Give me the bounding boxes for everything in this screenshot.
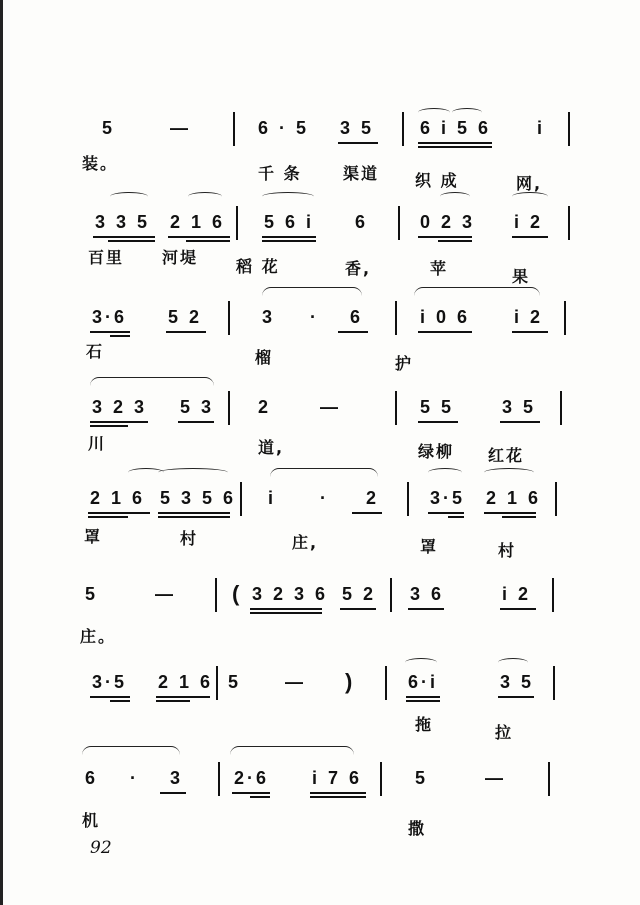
note-group: 3 3 5: [95, 212, 151, 232]
note-underline: [250, 608, 322, 610]
note-underline: [90, 425, 128, 427]
slur: [230, 746, 354, 755]
note-underline: [88, 516, 128, 518]
lyric-text: 道,: [258, 438, 285, 457]
note-group: i 2: [502, 584, 532, 604]
note-group: 6: [350, 307, 364, 327]
note-underline: [158, 512, 230, 514]
note-group: 6 · 5: [258, 118, 310, 138]
note-underline: [250, 612, 322, 614]
slur: [262, 287, 362, 296]
note-group: 5 5: [420, 397, 455, 417]
note-underline: [500, 421, 540, 423]
barline: [564, 301, 566, 335]
barline: [560, 391, 562, 425]
note-underline: [418, 142, 492, 144]
note-group: ·: [130, 768, 139, 788]
lyric-text: 村: [180, 529, 199, 548]
note-group: 3 2 3 6: [252, 584, 329, 604]
slur: [158, 468, 228, 477]
note-underline: [178, 421, 214, 423]
note-group: i 0 6: [420, 307, 471, 327]
note-underline: [484, 512, 536, 514]
barline: [240, 482, 242, 516]
note-underline: [406, 700, 440, 702]
note-underline: [406, 696, 440, 698]
note-group: i 7 6: [312, 768, 363, 788]
note-underline: [338, 142, 378, 144]
barline: [215, 578, 217, 612]
note-group: 3·5: [92, 672, 128, 692]
note-underline: [90, 696, 130, 698]
note-underline: [418, 236, 472, 238]
lyric-text: 庄,: [292, 533, 319, 552]
barline: [228, 391, 230, 425]
barline: [555, 482, 557, 516]
note-underline: [160, 792, 186, 794]
barline: [548, 762, 550, 796]
note-group: 2 1 6: [170, 212, 226, 232]
note-group: 2·6: [234, 768, 270, 788]
note-group: 5: [415, 768, 429, 788]
note-group: 3: [262, 307, 276, 327]
barline: [236, 206, 238, 240]
note-underline: [352, 512, 382, 514]
barline: [385, 666, 387, 700]
note-group: 3 5: [340, 118, 375, 138]
note-group: 5 2: [342, 584, 377, 604]
lyric-text: 装。: [82, 154, 119, 173]
note-group: 3·6: [92, 307, 128, 327]
note-underline: [250, 796, 270, 798]
note-underline: [338, 331, 368, 333]
note-underline: [310, 796, 366, 798]
note-underline: [158, 516, 230, 518]
lyric-text: 罩: [84, 527, 103, 546]
note-group: 2: [366, 488, 380, 508]
barline: [395, 301, 397, 335]
lyric-text: 拉: [495, 723, 514, 742]
slur: [90, 377, 214, 386]
lyric-text: 绿柳: [418, 442, 455, 461]
barline: [553, 666, 555, 700]
note-group: 2: [258, 397, 272, 417]
note-underline: [110, 700, 130, 702]
note-underline: [438, 240, 472, 242]
slur: [262, 192, 314, 201]
note-group: 5 2: [168, 307, 203, 327]
note-underline: [168, 236, 230, 238]
note-underline: [262, 236, 316, 238]
slur: [428, 468, 462, 477]
lyric-text: 稻 花: [236, 257, 280, 276]
note-dash: —: [485, 768, 506, 788]
note-underline: [418, 421, 458, 423]
note-underline: [500, 608, 536, 610]
barline: [218, 762, 220, 796]
note-group: 6: [355, 212, 369, 232]
note-underline: [232, 792, 270, 794]
note-underline: [512, 331, 548, 333]
note-underline: [90, 421, 148, 423]
music-system-5: [0, 488, 640, 583]
slur: [414, 287, 540, 296]
lyric-text: 撒: [408, 819, 427, 838]
note-paren: ): [345, 669, 356, 694]
note-dash: —: [170, 118, 191, 138]
note-underline: [502, 516, 536, 518]
music-system-6: [0, 581, 640, 679]
lyric-text: 千 条: [258, 164, 302, 183]
lyric-text: 百里: [88, 248, 125, 267]
barline: [398, 206, 400, 240]
barline: [395, 391, 397, 425]
lyric-text: 网,: [516, 174, 543, 193]
note-underline: [310, 792, 366, 794]
note-group: i: [268, 488, 277, 508]
lyric-text: 苹: [430, 259, 449, 278]
lyric-text: 织 成: [415, 171, 459, 190]
note-underline: [156, 696, 210, 698]
lyric-text: 川: [88, 434, 107, 453]
slur: [188, 192, 222, 201]
barline: [407, 482, 409, 516]
barline: [228, 301, 230, 335]
lyric-text: 河堤: [162, 248, 199, 267]
lyric-text: 果: [512, 267, 531, 286]
note-group: 6 i 5 6: [420, 118, 492, 138]
slur: [498, 658, 528, 667]
note-group: 3 5: [500, 672, 535, 692]
lyric-text: 护: [395, 354, 414, 373]
lyric-text: 拖: [415, 715, 434, 734]
note-underline: [90, 331, 130, 333]
lyric-text: 榴: [255, 348, 274, 367]
note-group: 0 2 3: [420, 212, 476, 232]
slur: [418, 108, 450, 117]
note-group: 3: [170, 768, 184, 788]
note-group: 5 6 i: [264, 212, 315, 232]
note-group: 3·5: [430, 488, 466, 508]
note-group: 6: [85, 768, 99, 788]
note-group: i 2: [514, 307, 544, 327]
note-underline: [108, 240, 155, 242]
lyric-text: 红花: [488, 446, 525, 465]
note-group: 5: [102, 118, 116, 138]
note-dash: —: [155, 584, 176, 604]
barline: [380, 762, 382, 796]
slur: [110, 192, 148, 201]
note-group: ·: [320, 488, 329, 508]
note-group: 2 1 6: [90, 488, 146, 508]
note-underline: [408, 608, 444, 610]
note-group: i 2: [514, 212, 544, 232]
note-underline: [93, 236, 155, 238]
slur: [405, 658, 437, 667]
barline: [216, 666, 218, 700]
barline: [568, 112, 570, 146]
note-underline: [186, 240, 230, 242]
lyric-text: 村: [498, 541, 517, 560]
slur: [484, 468, 534, 477]
note-group: 3 5: [502, 397, 537, 417]
note-underline: [512, 236, 548, 238]
note-paren: (: [232, 581, 243, 606]
note-underline: [262, 240, 316, 242]
page-number: 92: [90, 838, 112, 858]
note-underline: [166, 331, 206, 333]
note-underline: [418, 331, 472, 333]
barline: [552, 578, 554, 612]
note-group: 3 2 3: [92, 397, 148, 417]
note-underline: [110, 335, 130, 337]
barline: [402, 112, 404, 146]
note-underline: [418, 146, 492, 148]
note-underline: [340, 608, 376, 610]
note-group: 5 3: [180, 397, 215, 417]
barline: [390, 578, 392, 612]
note-group: 2 1 6: [486, 488, 542, 508]
note-group: i: [537, 118, 546, 138]
slur: [440, 192, 470, 201]
note-underline: [448, 516, 464, 518]
lyric-text: 香,: [345, 259, 372, 278]
note-group: 6·i: [408, 672, 439, 692]
music-system-4: [0, 397, 640, 492]
note-group: ·: [310, 307, 319, 327]
note-underline: [88, 512, 150, 514]
barline: [233, 112, 235, 146]
barline: [568, 206, 570, 240]
slur: [82, 746, 180, 755]
note-group: 5: [85, 584, 99, 604]
slur: [270, 468, 378, 477]
lyric-text: 渠道: [343, 164, 380, 183]
note-dash: —: [320, 397, 341, 417]
lyric-text: 机: [82, 811, 101, 830]
slur: [512, 192, 548, 201]
note-underline: [156, 700, 190, 702]
slur: [452, 108, 482, 117]
note-group: 5: [228, 672, 242, 692]
note-underline: [498, 696, 534, 698]
note-group: 3 6: [410, 584, 445, 604]
note-group: 5 3 5 6: [160, 488, 237, 508]
lyric-text: 罩: [420, 537, 439, 556]
note-group: 2 1 6: [158, 672, 214, 692]
note-dash: —: [285, 672, 306, 692]
note-underline: [428, 512, 464, 514]
lyric-text: 庄。: [80, 627, 117, 646]
lyric-text: 石: [86, 342, 105, 361]
music-system-3: [0, 307, 640, 402]
